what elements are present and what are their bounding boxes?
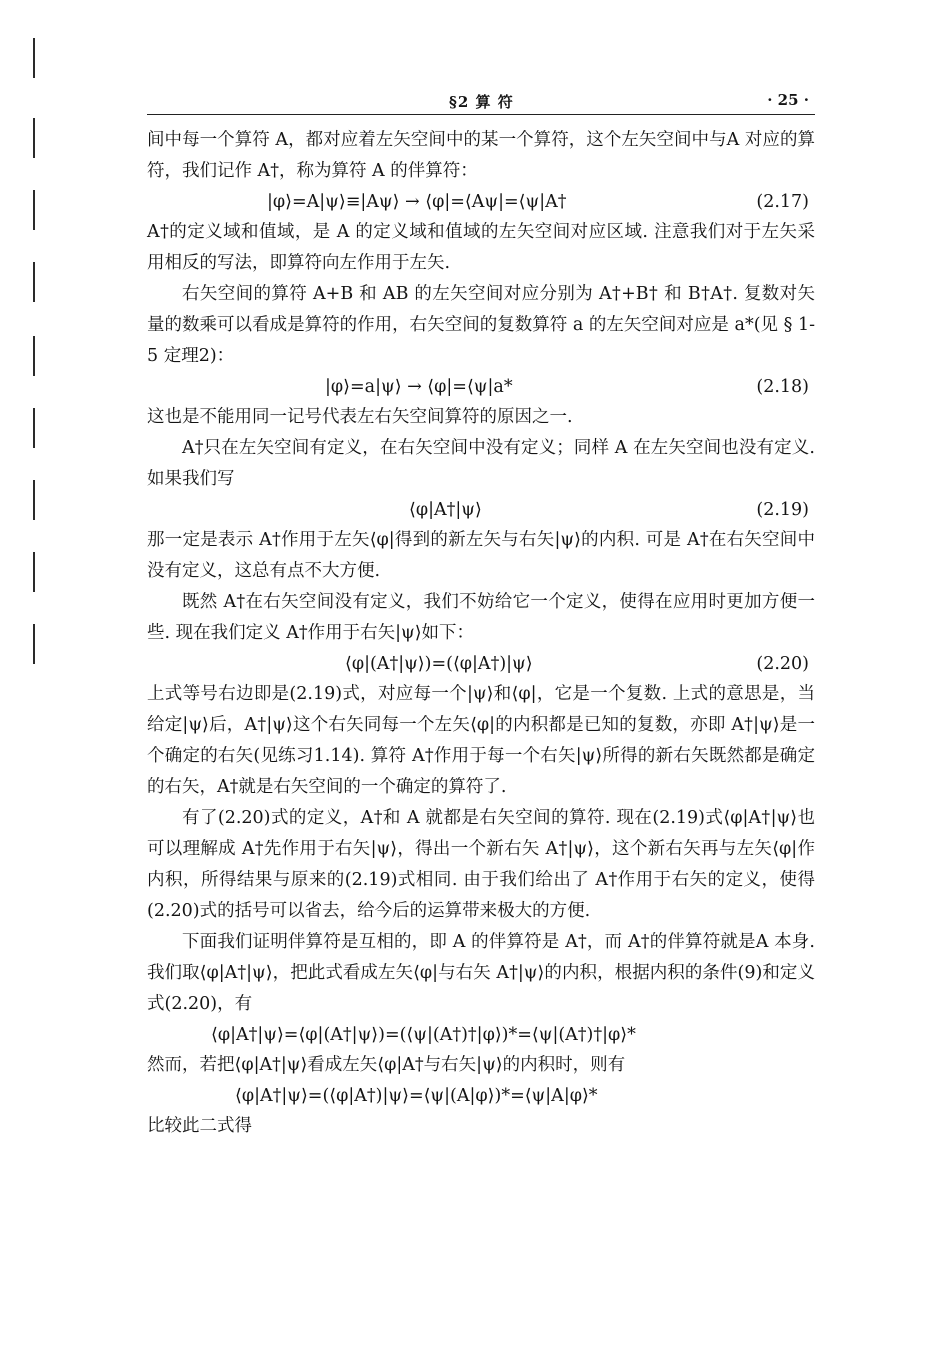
scan-edge-mark	[33, 480, 35, 520]
paragraph: 有了(2.20)式的定义，A†和 A 就都是右矢空间的算符. 现在(2.19)式⟨φ|A†|ψ⟩也可以理解成 A†先作用于右矢|ψ⟩，得出一个新右矢 A†|ψ⟩，这个新右矢再与左矢⟨φ|作内积，所得结果与原来的(2.19)式相同. 由于我们给出了 A†作用于右矢的定义，使得(2.20)式的括号可以省去，给今后的运算带来极大的方便.	[147, 808, 815, 921]
section-heading: §2 算 符	[449, 93, 514, 111]
equation-expression: |φ⟩=a|ψ⟩ → ⟨φ|=⟨ψ|a*	[325, 377, 513, 397]
paragraph: 那一定是表示 A†作用于左矢⟨φ|得到的新左矢与右矢|ψ⟩的内积. 可是 A†在右矢空间中没有定义，这总有点不大方便.	[147, 530, 815, 581]
paragraph: A†只在左矢空间有定义，在右矢空间中没有定义；同样 A 在左矢空间也没有定义. 如果我们写	[147, 438, 815, 489]
scan-edge-mark	[33, 408, 35, 448]
paragraph: 右矢空间的算符 A+B 和 AB 的左矢空间对应分别为 A†+B† 和 B†A†. 复数对矢量的数乘可以看成是算符的作用，右矢空间的复数算符 a 的左矢空间对应是 a*(见 § 1-5 定理2)：	[147, 284, 815, 366]
paragraph: 上式等号右边即是(2.19)式，对应每一个|ψ⟩和⟨φ|，它是一个复数. 上式的意思是，当给定|ψ⟩后，A†|ψ⟩这个右矢同每一个左矢⟨φ|的内积都是已知的复数，亦即 A†|ψ⟩是一个确定的右矢(见练习1.14). 算符 A†作用于每一个右矢|ψ⟩所得的新右矢既然都是确定的右矢，A†就是右矢空间的一个确定的算符了.	[147, 684, 815, 797]
page-body	[147, 125, 815, 1142]
equation-expression: |φ⟩=A|ψ⟩≡|Aψ⟩ → ⟨φ|=⟨Aψ|=⟨ψ|A†	[267, 192, 567, 212]
scan-edge-mark	[33, 190, 35, 230]
equation-number: (2.17)	[756, 192, 809, 212]
scan-edge-mark	[33, 118, 35, 158]
scan-edge-mark	[33, 336, 35, 376]
equation-expression: ⟨φ|A†|ψ⟩=(⟨φ|A†)|ψ⟩=⟨ψ|(A|φ⟩)*=⟨ψ|A|φ⟩*	[235, 1086, 598, 1106]
equation-adjoint-b	[147, 1081, 815, 1111]
page-number: · 25 ·	[767, 91, 809, 109]
paragraph: 比较此二式得	[147, 1116, 252, 1136]
paragraph: 下面我们证明伴算符是互相的，即 A 的伴算符是 A†，而 A†的伴算符就是A 本身. 我们取⟨φ|A†|ψ⟩，把此式看成左矢⟨φ|与右矢 A†|ψ⟩的内积，根据内积的条件(9)和定义式(2.20)，有	[147, 932, 815, 1014]
equation-number: (2.19)	[756, 500, 809, 520]
equation-2-20	[147, 649, 815, 679]
paragraph: A†的定义域和值域，是 A 的定义域和值域的左矢空间对应区域. 注意我们对于左矢采用相反的写法，即算符向左作用于左矢.	[147, 222, 815, 273]
paragraph: 这也是不能用同一记号代表左右矢空间算符的原因之一.	[147, 407, 573, 427]
paragraph: 然而，若把⟨φ|A†|ψ⟩看成左矢⟨φ|A†与右矢|ψ⟩的内积时，则有	[147, 1055, 626, 1075]
equation-expression: ⟨φ|A†|ψ⟩	[409, 500, 482, 520]
equation-number: (2.20)	[756, 654, 809, 674]
equation-2-17	[147, 187, 815, 217]
running-header	[147, 88, 815, 115]
scan-edge-mark	[33, 624, 35, 664]
scan-edge-mark	[33, 552, 35, 592]
scan-edge-mark	[33, 38, 35, 78]
equation-2-19	[147, 495, 815, 525]
equation-number: (2.18)	[756, 377, 809, 397]
paragraph: 既然 A†在右矢空间没有定义，我们不妨给它一个定义，使得在应用时更加方便一些. 现在我们定义 A†作用于右矢|ψ⟩如下：	[147, 592, 815, 643]
equation-expression: ⟨φ|A†|ψ⟩=⟨φ|(A†|ψ⟩)=(⟨ψ|(A†)†|φ⟩)*=⟨ψ|(A†)†|φ⟩*	[211, 1025, 636, 1045]
equation-2-18	[147, 372, 815, 402]
paragraph: 间中每一个算符 A，都对应着左矢空间中的某一个算符，这个左矢空间中与A 对应的算符，我们记作 A†，称为算符 A 的伴算符：	[147, 130, 815, 181]
equation-adjoint-a	[147, 1020, 815, 1050]
equation-expression: ⟨φ|(A†|ψ⟩)=(⟨φ|A†)|ψ⟩	[345, 654, 533, 674]
scan-edge-mark	[33, 262, 35, 302]
book-page	[147, 88, 815, 1136]
